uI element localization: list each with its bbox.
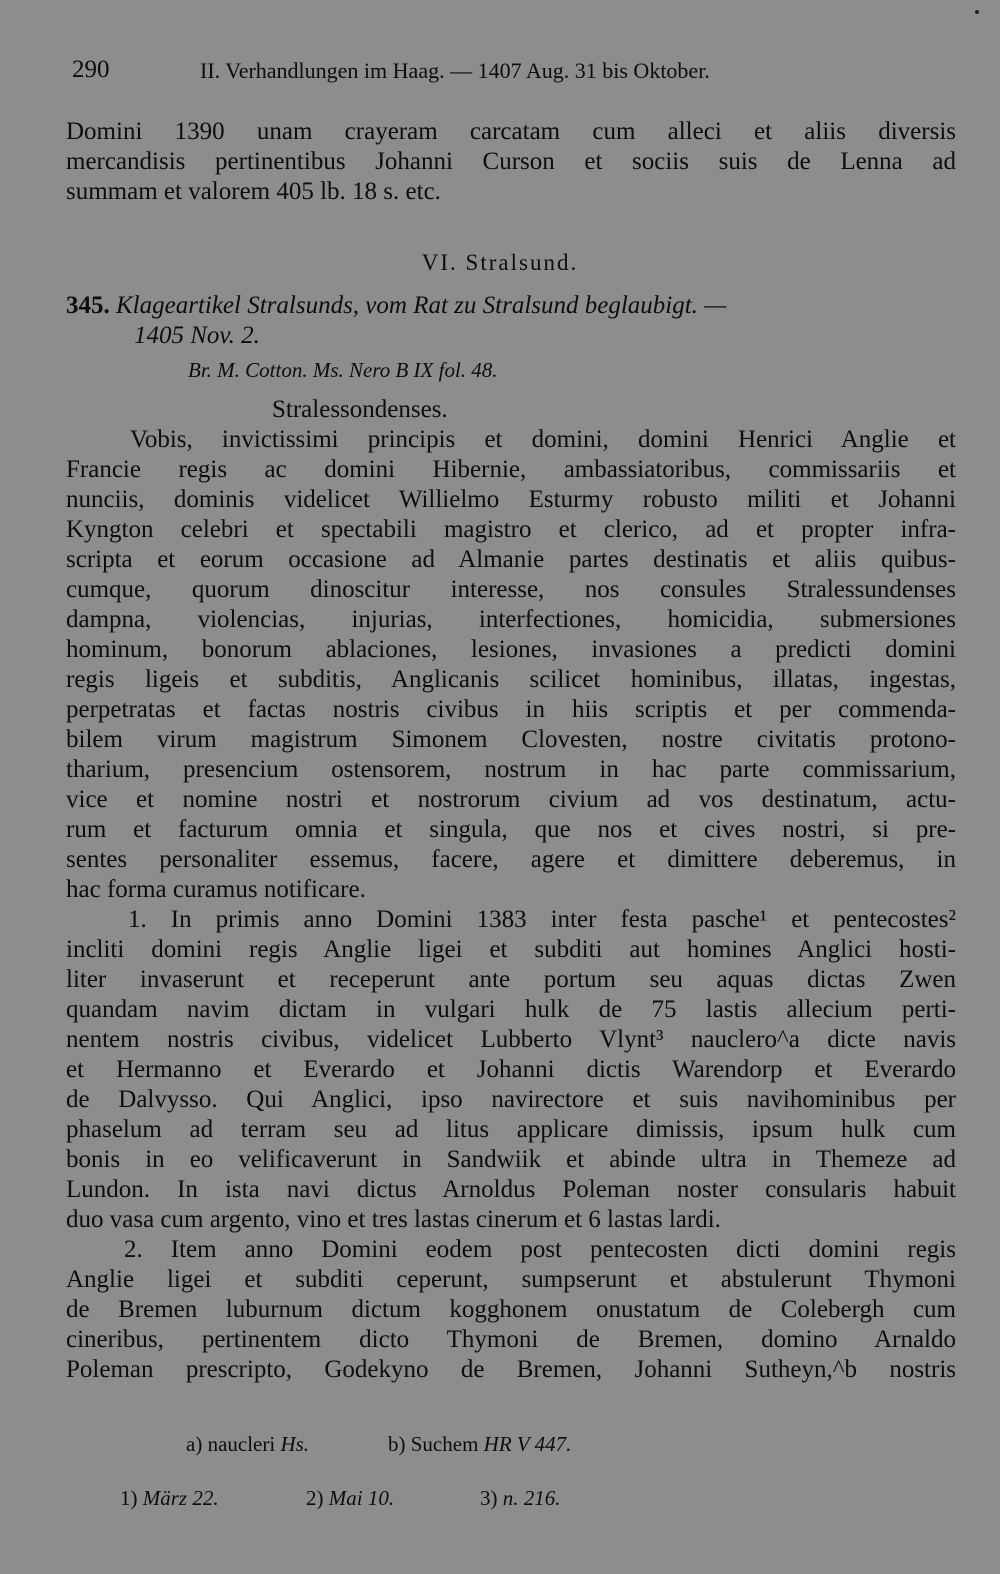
- footnote-a: [186, 1432, 309, 1457]
- running-title: II. Verhandlungen im Haag. — 1407 Aug. 31 bis Oktober.: [200, 58, 710, 83]
- footnote-mark: a): [186, 1432, 203, 1456]
- footnote-text: Suchem: [410, 1432, 479, 1456]
- text-line: hac forma curamus notificare.: [66, 876, 366, 903]
- text-line: mercandisis pertinentibus Johanni Curson et sociis suis de Lenna ad: [66, 148, 956, 175]
- text-line: duo vasa cum argento, vino et tres lastas cinerum et 6 lastas lardi.: [66, 1206, 721, 1233]
- document-title-line-1: Klageartikel Stralsunds, vom Rat zu Stralsund beglaubigt. —: [116, 292, 727, 319]
- text-line: Anglie ligei et subditi ceperunt, sumpserunt et abstulerunt Thymoni: [66, 1266, 956, 1293]
- text-line: nentem nostris civibus, videlicet Lubberto Vlynt³ nauclero^a dicte navis: [66, 1026, 956, 1053]
- footnote-text: naucleri: [207, 1432, 276, 1456]
- text-line: dampna, violencias, injurias, interfectiones, homicidia, submersiones: [66, 606, 956, 633]
- document-date: 1405 Nov. 2.: [134, 322, 260, 349]
- text-line: de Bremen luburnum dictum kogghonem onustatum de Colebergh cum: [66, 1296, 956, 1323]
- footnote-b: [388, 1432, 571, 1457]
- text-line: Poleman prescripto, Godekyno de Bremen, Johanni Sutheyn,^b nostris: [66, 1356, 956, 1383]
- footnote-mark: b): [388, 1432, 406, 1456]
- page-number: 290: [72, 56, 110, 83]
- text-line: hominum, bonorum ablaciones, lesiones, invasiones a predicti domini: [66, 636, 956, 663]
- footnote-mark: 1): [120, 1486, 138, 1510]
- footnote-mark: 2): [306, 1486, 324, 1510]
- footnote-ref: März 22.: [142, 1486, 219, 1510]
- source-reference: Br. M. Cotton. Ms. Nero B IX fol. 48.: [188, 358, 498, 382]
- text-line: regis ligeis et subditis, Anglicanis scilicet hominibus, illatas, ingestas,: [66, 666, 956, 693]
- document-number: 345.: [66, 292, 110, 319]
- document-title: [66, 292, 954, 320]
- text-line: Kyngton celebri et spectabili magistro et clerico, ad et propter infra-: [66, 516, 956, 543]
- footnote-ref: Mai 10.: [328, 1486, 395, 1510]
- text-line: 2. Item anno Domini eodem post pentecosten dicti domini regis: [124, 1236, 956, 1263]
- text-line: cineribus, pertinentem dicto Thymoni de Bremen, domino Arnaldo: [66, 1326, 956, 1353]
- text-line: rum et facturum omnia et singula, que nos et cives nostri, si pre-: [66, 816, 956, 843]
- text-line: phaselum ad terram seu ad litus applicare dimissis, ipsum hulk cum: [66, 1116, 956, 1143]
- footnote-ref: n. 216.: [502, 1486, 561, 1510]
- footnote-mark: 3): [480, 1486, 498, 1510]
- text-line: incliti domini regis Anglie ligei et subditi aut homines Anglici hosti-: [66, 936, 956, 963]
- footnote-ref: HR V 447.: [483, 1432, 572, 1456]
- text-line: tharium, presencium ostensorem, nostrum in hac parte commissarium,: [66, 756, 956, 783]
- footnote-3: [480, 1486, 561, 1511]
- text-line: bonis in eo velificaverunt in Sandwiik et abinde ultra in Themeze ad: [66, 1146, 956, 1173]
- section-heading: VI. Stralsund.: [421, 250, 579, 275]
- text-line: Vobis, invictissimi principis et domini, domini Henrici Anglie et: [130, 426, 956, 453]
- text-line: summam et valorem 405 lb. 18 s. etc.: [66, 178, 441, 205]
- text-line: Domini 1390 unam crayeram carcatam cum alleci et aliis diversis: [66, 118, 956, 145]
- scan-speck: [975, 10, 979, 14]
- document-opening: Stralessondenses.: [272, 396, 448, 423]
- text-line: sentes personaliter essemus, facere, agere et dimittere deberemus, in: [66, 846, 956, 873]
- text-line: Francie regis ac domini Hibernie, ambassiatoribus, commissariis et: [66, 456, 956, 483]
- text-line: Lundon. In ista navi dictus Arnoldus Poleman noster consularis habuit: [66, 1176, 956, 1203]
- text-line: liter invaserunt et receperunt ante portum seu aquas dictas Zwen: [66, 966, 956, 993]
- text-line: cumque, quorum dinoscitur interesse, nos consules Stralessundenses: [66, 576, 956, 603]
- text-line: scripta et eorum occasione ad Almanie partes destinatis et aliis quibus-: [66, 546, 956, 573]
- running-header: [72, 56, 834, 86]
- text-line: vice et nomine nostri et nostrorum civium ad vos destinatum, actu-: [66, 786, 956, 813]
- footnote-ref: Hs.: [280, 1432, 310, 1456]
- footnote-1: [120, 1486, 219, 1511]
- footnote-2: [306, 1486, 394, 1511]
- text-line: perpetratas et factas nostris civibus in hiis scriptis et per commenda-: [66, 696, 956, 723]
- text-line: de Dalvysso. Qui Anglici, ipso navirectore et suis navihominibus per: [66, 1086, 956, 1113]
- text-line: bilem virum magistrum Simonem Clovesten, nostre civitatis protono-: [66, 726, 956, 753]
- text-line: quandam navim dictam in vulgari hulk de 75 lastis allecium perti-: [66, 996, 956, 1023]
- text-line: nunciis, dominis videlicet Willielmo Esturmy robusto militi et Johanni: [66, 486, 956, 513]
- text-line: et Hermanno et Everardo et Johanni dictis Warendorp et Everardo: [66, 1056, 956, 1083]
- text-line: 1. In primis anno Domini 1383 inter festa pasche¹ et pentecostes²: [128, 906, 956, 933]
